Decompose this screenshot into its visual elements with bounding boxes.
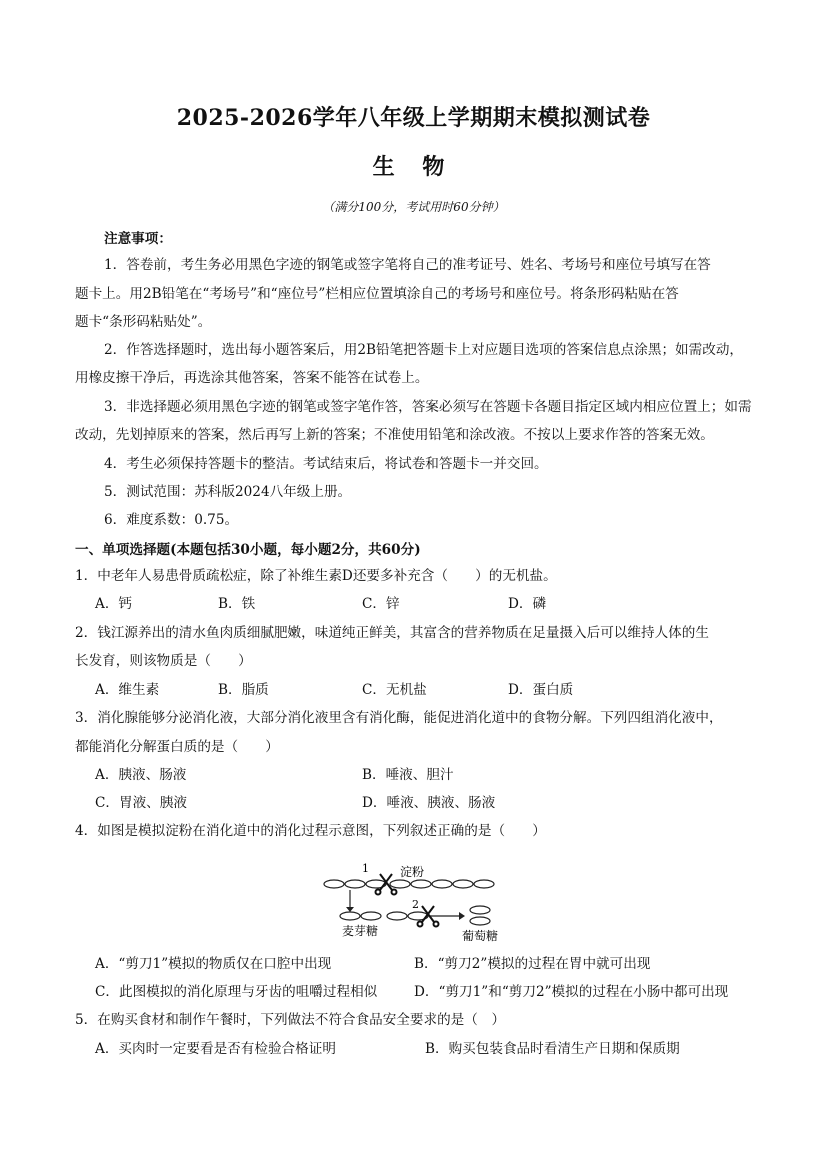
starch-label: 淀粉 [400, 865, 425, 879]
notice-line: 3．非选择题必须用黑色字迹的钢笔或签字笔作答，答案必须写在答题卡各题目指定区域内相应位置上；如需 [104, 399, 752, 415]
starch-unit [390, 880, 410, 888]
q4-option-c: C．此图模拟的消化原理与牙齿的咀嚼过程相似 [95, 984, 378, 1000]
question-stem-1: 1．中老年人易患骨质疏松症，除了补维生素D还要多补充含（ ）的无机盐。 [75, 568, 557, 584]
q2-option-b: B．脂质 [218, 682, 269, 698]
notice-line: 5．测试范围：苏科版2024八年级上册。 [104, 484, 352, 500]
label-2: 2 [412, 898, 419, 911]
q4-option-d: D．“剪刀1”和“剪刀2”模拟的过程在小肠中都可出现 [414, 984, 729, 1000]
q2-option-a: A．维生素 [95, 682, 160, 698]
starch-unit [345, 880, 365, 888]
q2-option-c: C．无机盐 [362, 682, 427, 698]
q1-option-c: C．锌 [362, 596, 400, 612]
notice-line: 题卡“条形码粘贴处”。 [75, 314, 212, 330]
question-stem-3: 3．消化腺能够分泌消化液，大部分消化液里含有消化酶，能促进消化道中的食物分解。下列四组消化液中， [75, 710, 723, 726]
question-stem-5: 5．在购买食材和制作午餐时，下列做法不符合食品安全要求的是（ ） [75, 1012, 506, 1028]
maltose-unit [361, 912, 381, 920]
q3-option-b: B．唾液、胆汁 [362, 767, 454, 783]
glucose-unit [470, 917, 490, 925]
label-1: 1 [362, 862, 369, 875]
starch-unit [324, 880, 344, 888]
question-stem-2-cont: 长发育，则该物质是（ ） [75, 653, 252, 669]
starch-unit [411, 880, 431, 888]
section-heading: 一、单项选择题(本题包括30小题，每小题2分，共60分) [75, 542, 421, 558]
score-note: （满分100分，考试用时60分钟） [322, 200, 505, 214]
q2-option-d: D．蛋白质 [508, 682, 574, 698]
q4-option-b: B．“剪刀2”模拟的过程在胃中就可出现 [414, 956, 651, 972]
notice-line: 题卡上。用2B铅笔在“考场号”和“座位号”栏相应位置填涂自己的考场号和座位号。将条形码粘贴在答 [75, 286, 679, 302]
question-stem-3-cont: 都能消化分解蛋白质的是（ ） [75, 739, 279, 755]
arrow-head [459, 912, 465, 920]
exam-title: 2025-2026学年八年级上学期期末模拟测试卷 [176, 105, 651, 131]
notice-line: 4．考生必须保持答题卡的整洁。考试结束后，将试卷和答题卡一并交回。 [104, 456, 548, 472]
maltose-label: 麦芽糖 [342, 924, 379, 938]
maltose-unit [340, 912, 360, 920]
subject-title: 生 物 [372, 154, 455, 180]
notice-line: 改动，先划掉原来的答案，然后再写上新的答案；不准使用铅笔和涂改液。不按以上要求作答的答案无效。 [75, 427, 714, 443]
q1-option-d: D．磷 [508, 596, 547, 612]
starch-digestion-diagram [320, 858, 510, 942]
q4-option-a: A．“剪刀1”模拟的物质仅在口腔中出现 [95, 956, 332, 972]
starch-unit [432, 880, 452, 888]
q3-option-d: D．唾液、胰液、肠液 [362, 795, 496, 811]
q3-option-c: C．胃液、胰液 [95, 795, 187, 811]
notice-line: 6．难度系数：0.75。 [104, 512, 239, 528]
arrow-head [346, 907, 354, 912]
q5-option-b: B．购买包装食品时看清生产日期和保质期 [425, 1041, 680, 1057]
notice-line: 1．答卷前，考生务必用黑色字迹的钢笔或签字笔将自己的准考证号、姓名、考场号和座位号填写在答 [104, 257, 711, 273]
glucose-label: 葡萄糖 [462, 929, 499, 942]
q5-option-a: A．买肉时一定要看是否有检验合格证明 [95, 1041, 336, 1057]
notice-heading: 注意事项： [104, 231, 172, 247]
question-stem-4: 4．如图是模拟淀粉在消化道中的消化过程示意图，下列叙述正确的是（ ） [75, 823, 546, 839]
q1-option-a: A．钙 [95, 596, 133, 612]
starch-unit [474, 880, 494, 888]
glucose-unit [470, 906, 490, 914]
starch-unit [453, 880, 473, 888]
q1-option-b: B．铁 [218, 596, 256, 612]
q3-option-a: A．胰液、肠液 [95, 767, 187, 783]
maltose-unit [387, 912, 407, 920]
question-stem-2: 2．钱江源养出的清水鱼肉质细腻肥嫩，味道纯正鲜美，其富含的营养物质在足量摄入后可以维持人体的生 [75, 625, 709, 641]
notice-line: 2．作答选择题时，选出每小题答案后，用2B铅笔把答题卡上对应题目选项的答案信息点涂黑；如需改动， [104, 342, 744, 358]
notice-line: 用橡皮擦干净后，再选涂其他答案，答案不能答在试卷上。 [75, 370, 429, 386]
